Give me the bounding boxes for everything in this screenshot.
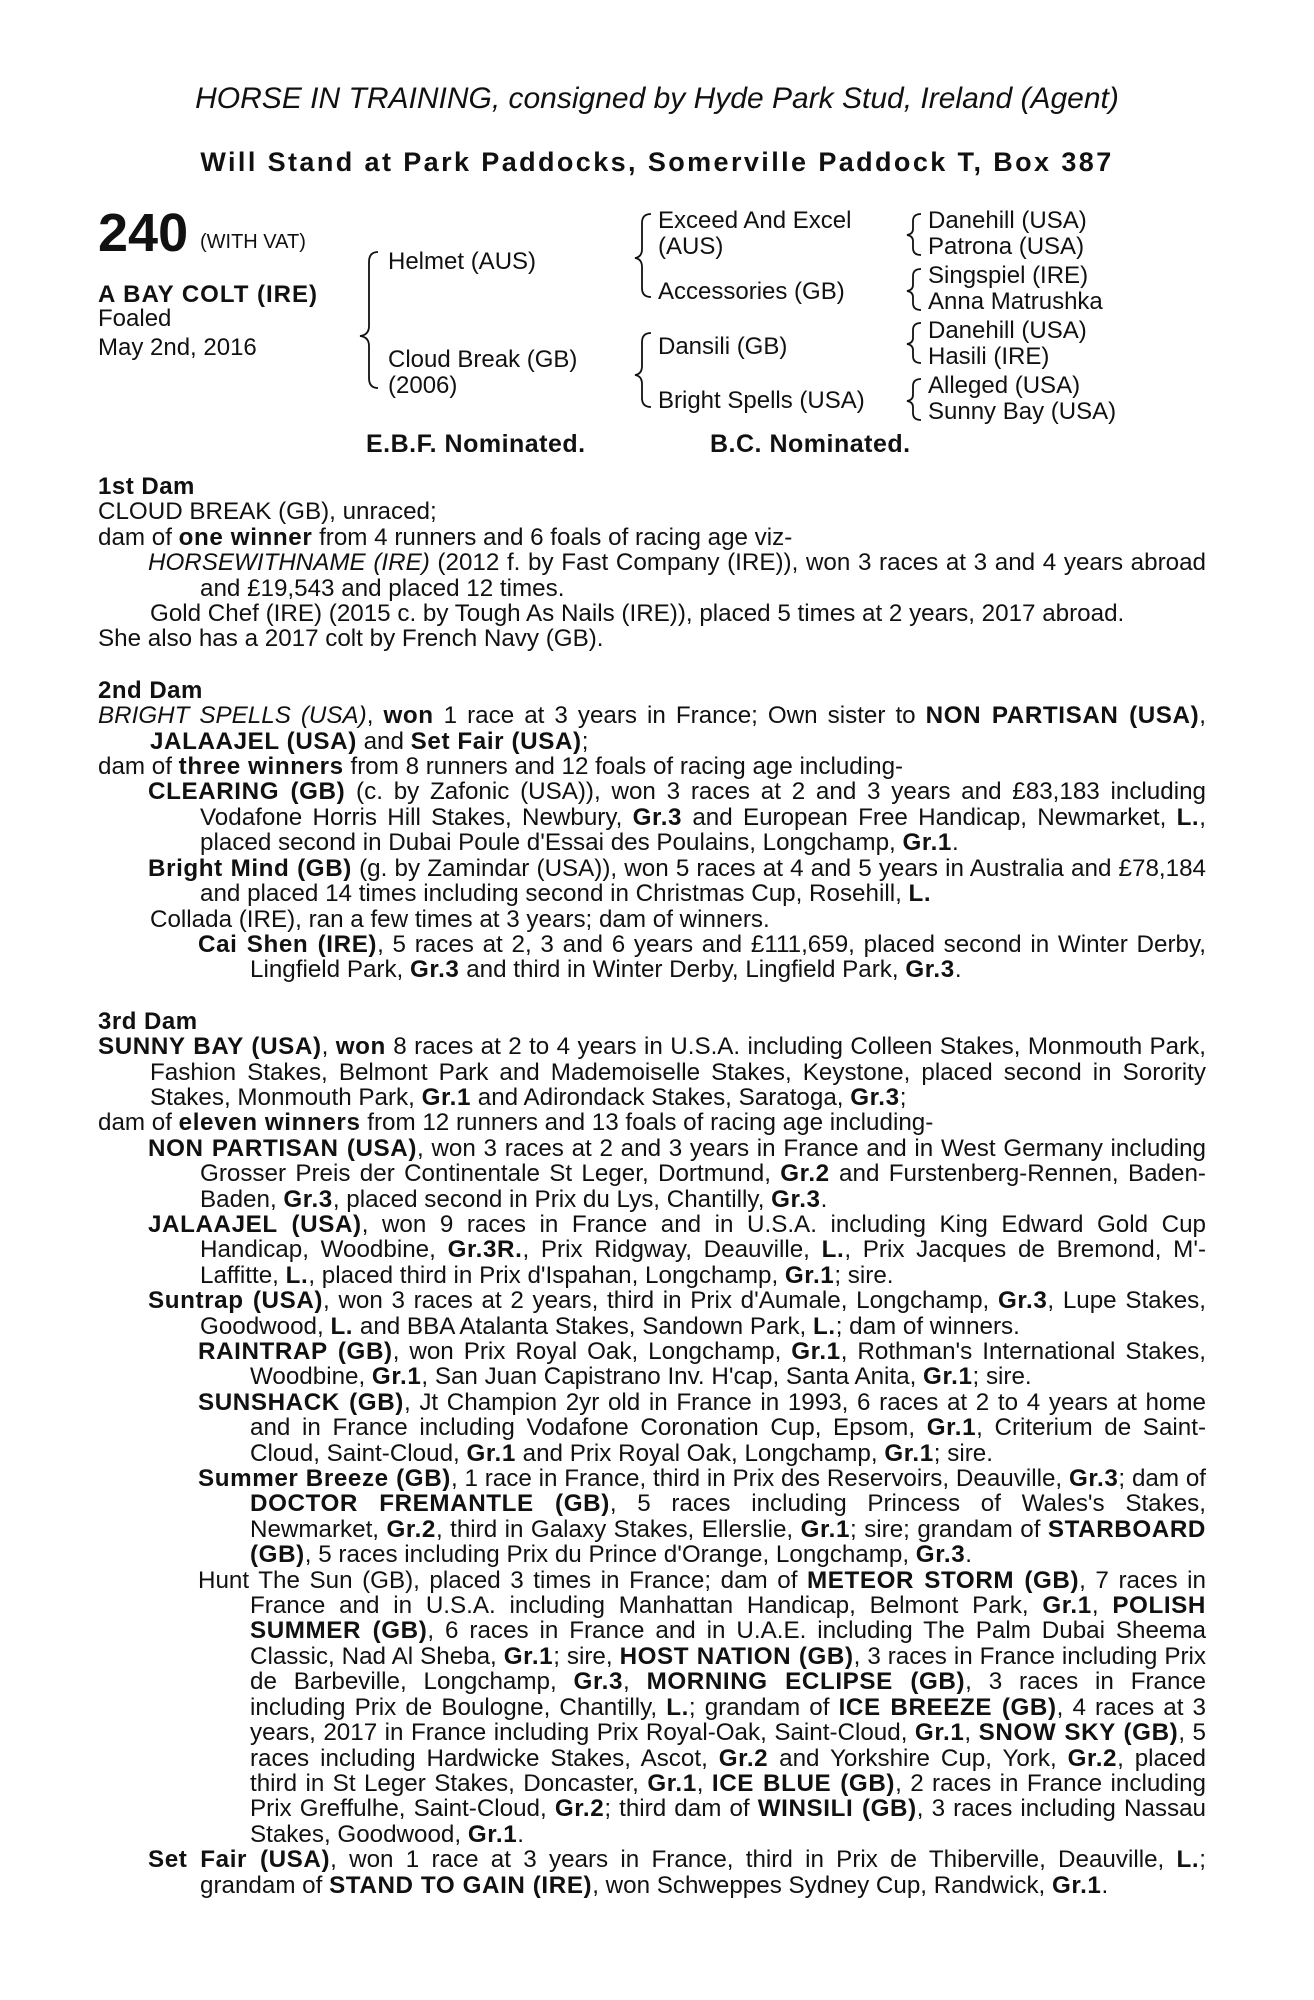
produce-entry: Gold Chef (IRE) (2015 c. by Tough As Nails (IRE)), placed 5 times at 2 years, 2017 abroad. [150,600,1125,628]
ancestor-4: Anna Matrushka [928,288,1103,315]
dam-dam: Bright Spells (USA) [658,387,865,414]
produce-entry: RAINTRAP (GB), won Prix Royal Oak, Longchamp, Gr.1, Rothman's International Stakes, Woodbine, Gr.1, San Juan Capistrano Inv. H'cap, Santa Anita, Gr.1; sire. [198,1338,1206,1391]
produce-entry: Cai Shen (IRE), 5 races at 2, 3 and 6 years and £111,659, placed second in Winter Derby, Lingfield Park, Gr.3 and third in Winter Derby, Lingfield Park, Gr.3. [198,930,1206,984]
first-dam-produce-summary: dam of one winner from 4 runners and 6 foals of racing age viz- [98,523,793,551]
ebf-nominated: E.B.F. Nominated. [366,430,586,458]
lot-number: 240 [98,203,189,263]
ancestor-5: Danehill (USA) [928,317,1087,344]
foaled-date: May 2nd, 2016 [98,334,257,361]
stand-location: Will Stand at Park Paddocks, Somerville Paddock T, Box 387 [200,147,1114,177]
ancestor-6: Hasili (IRE) [928,343,1050,370]
produce-entry: HORSEWITHNAME (IRE) (2012 f. by Fast Company (IRE)), won 3 races at 3 and 4 years abroad and £19,543 and placed 12 times. [148,549,1206,602]
first-dam-heading: 1st Dam [98,473,195,500]
second-dam-produce-summary: dam of three winners from 8 runners and 12 foals of racing age including- [98,753,904,781]
ancestor-3: Singspiel (IRE) [928,262,1089,289]
produce-entry: Suntrap (USA), won 3 races at 2 years, third in Prix d'Aumale, Longchamp, Gr.3, Lupe Stakes, Goodwood, L. and BBA Atalanta Stakes, Sandown Park, L.; dam of winners. [148,1287,1206,1340]
ancestor-7: Alleged (USA) [928,372,1081,399]
sire-sire-country: (AUS) [658,233,724,260]
catalogue-body [98,474,1206,1898]
sire-dam: Accessories (GB) [658,278,845,305]
third-dam-produce-summary: dam of eleven winners from 12 runners and 13 foals of racing age including- [98,1109,934,1137]
produce-note: She also has a 2017 colt by French Navy (GB). [98,625,604,653]
bc-nominated: B.C. Nominated. [710,430,911,458]
pedigree-braces [0,0,1314,460]
dam-name: Cloud Break (GB) [388,346,578,373]
produce-entry: Bright Mind (GB) (g. by Zamindar (USA)), won 5 races at 4 and 5 years in Australia and £78,184 and placed 14 times including second in Christmas Cup, Rosehill, L. [148,854,1206,908]
produce-entry: SUNSHACK (GB), Jt Champion 2yr old in France in 1993, 6 races at 2 to 4 years at home and in France including Vodafone Coronation Cup, Epsom, Gr.1, Criterium de Saint-Cloud, Saint-Cloud, Gr.1 and Prix Royal Oak, Longchamp, Gr.1; sire. [198,1388,1207,1467]
produce-entry: CLEARING (GB) (c. by Zafonic (USA)), won 3 races at 2 and 3 years and £83,183 including Vodafone Horris Hill Stakes, Newbury, Gr.3 and European Free Handicap, Newmarket, L., placed second in Dubai Poule d'Essai des Poulains, Longchamp, Gr.1. [148,778,1206,857]
sire-sire: Exceed And Excel [658,207,852,234]
dam-sire: Dansili (GB) [658,333,788,360]
produce-entry: Hunt The Sun (GB), placed 3 times in France; dam of METEOR STORM (GB), 7 races in France and in U.S.A. including Manhattan Handicap, Belmont Park, Gr.1, POLISH SUMMER (GB), 6 races in France and in U.A.E. including The Palm Dubai Sheema Classic, Nad Al Sheba, Gr.1; sire, HOST NATION (GB), 3 races in France including Prix de Barbeville, Longchamp, Gr.3, MORNING ECLIPSE (GB), 3 races in France including Prix de Boulogne, Chantilly, L.; grandam of ICE BREEZE (GB), 4 races at 3 years, 2017 in France including Prix Royal-Oak, Saint-Cloud, Gr.1, SNOW SKY (GB), 5 races including Hardwicke Stakes, Ascot, Gr.2 and Yorkshire Cup, York, Gr.2, placed third in St Leger Stakes, Doncaster, Gr.1, ICE BLUE (GB), 2 races in France including Prix Greffulhe, Saint-Cloud, Gr.2; third dam of WINSILI (GB), 3 races including Nassau Stakes, Goodwood, Gr.1. [198,1566,1207,1848]
first-dam-entry: CLOUD BREAK (GB), unraced; [98,498,437,526]
produce-entry: NON PARTISAN (USA), won 3 races at 2 and 3 years in France and in West Germany including Grosser Preis der Continentale St Leger, Dortmund, Gr.2 and Furstenberg-Rennen, Baden-Baden, Gr.3, placed second in Prix du Lys, Chantilly, Gr.3. [148,1134,1207,1213]
vat-label: (WITH VAT) [200,231,306,253]
second-dam-entry: BRIGHT SPELLS (USA), won 1 race at 3 years in France; Own sister to NON PARTISAN (USA), JALAAJEL (USA) and Set Fair (USA); [98,702,1206,755]
third-dam-heading: 3rd Dam [98,1007,198,1035]
produce-entry: Summer Breeze (GB), 1 race in France, third in Prix des Reservoirs, Deauville, Gr.3; dam of DOCTOR FREMANTLE (GB), 5 races including Princess of Wales's Stakes, Newmarket, Gr.2, third in Galaxy Stakes, Ellerslie, Gr.1; sire; grandam of STARBOARD (GB), 5 races including Prix du Prince d'Orange, Longchamp, Gr.3. [198,1465,1206,1569]
ancestor-8: Sunny Bay (USA) [928,398,1117,425]
sire-name: Helmet (AUS) [388,248,537,275]
ancestor-2: Patrona (USA) [928,233,1085,260]
second-dam-heading: 2nd Dam [98,676,203,704]
foaled-label: Foaled [98,305,172,332]
ancestor-1: Danehill (USA) [928,207,1087,234]
page-title: HORSE IN TRAINING, consigned by Hyde Park Stud, Ireland (Agent) [195,82,1119,115]
produce-entry: Collada (IRE), ran a few times at 3 years; dam of winners. [150,905,770,933]
dam-year: (2006) [388,372,458,399]
produce-entry: JALAAJEL (USA), won 9 races in France and in U.S.A. including King Edward Gold Cup Handicap, Woodbine, Gr.3R., Prix Ridgway, Deauville, L., Prix Jacques de Bremond, M'-Laffitte, L., placed third in Prix d'Ispahan, Longchamp, Gr.1; sire. [148,1210,1206,1289]
produce-entry: Set Fair (USA), won 1 race at 3 years in France, third in Prix de Thiberville, Deauville, L.; grandam of STAND TO GAIN (IRE), won Schweppes Sydney Cup, Randwick, Gr.1. [148,1846,1206,1899]
horse-description: A BAY COLT (IRE) [98,281,319,308]
third-dam-entry: SUNNY BAY (USA), won 8 races at 2 to 4 years in U.S.A. including Colleen Stakes, Monmouth Park, Fashion Stakes, Belmont Park and Mademoiselle Stakes, Keystone, placed second in Sorority Stakes, Monmouth Park, Gr.1 and Adirondack Stakes, Saratoga, Gr.3; [98,1033,1206,1111]
